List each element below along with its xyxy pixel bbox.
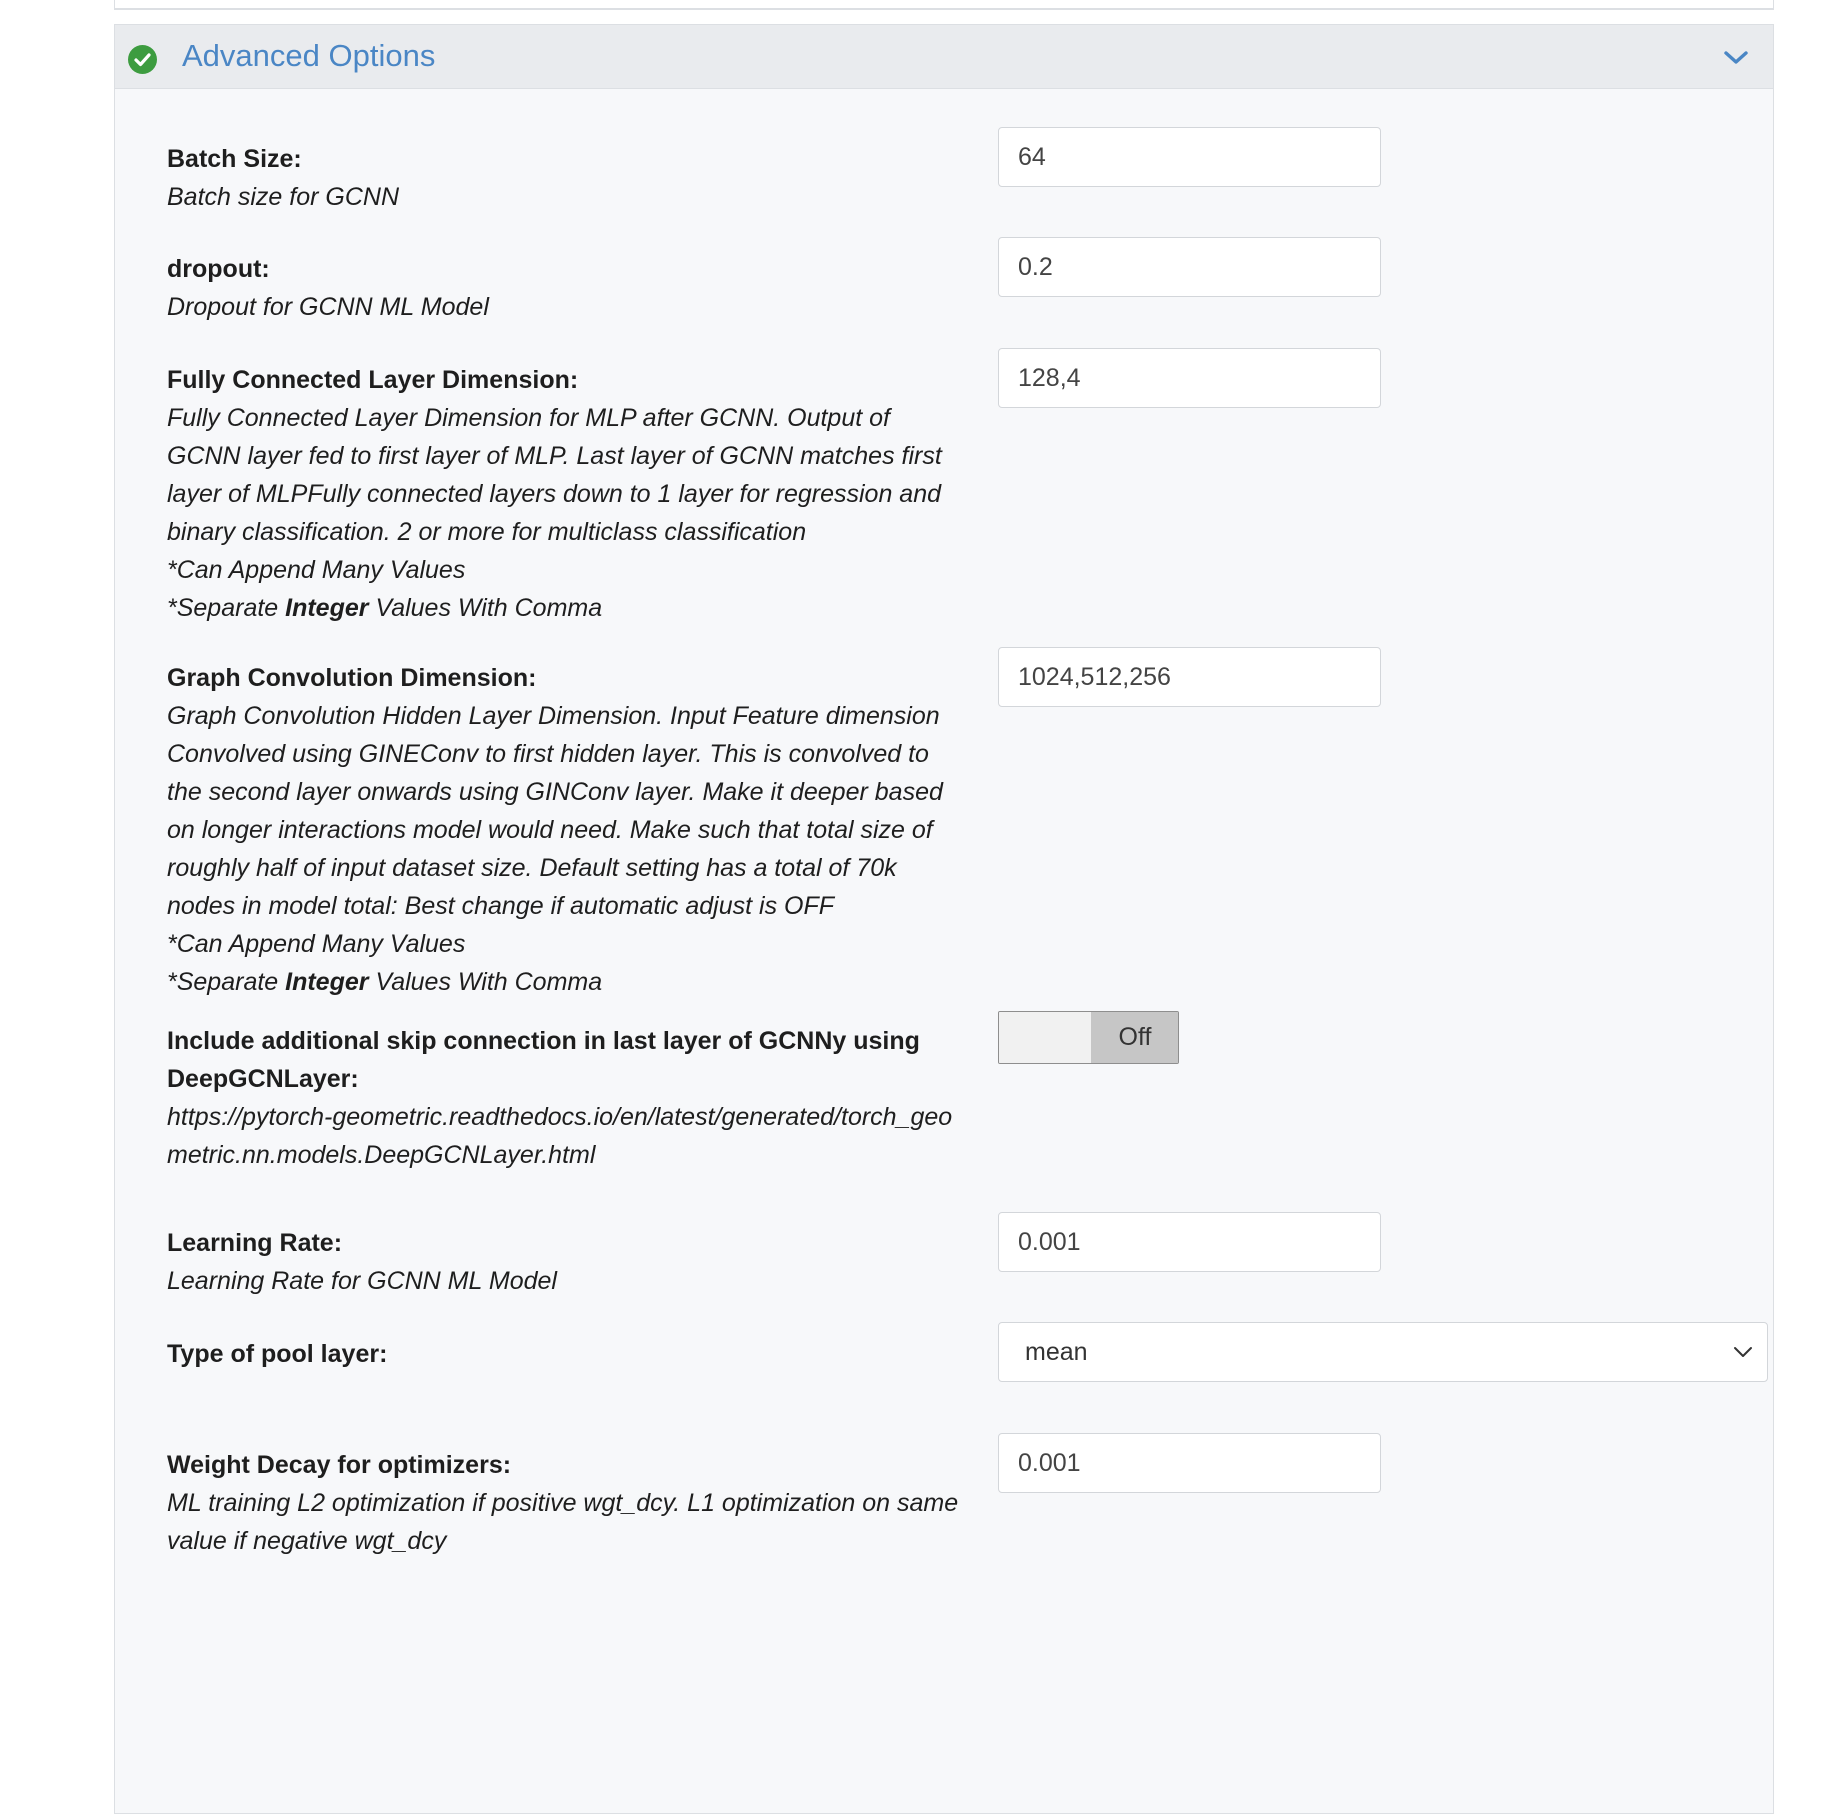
learning-rate-input[interactable] [998, 1212, 1381, 1272]
pool-layer-select[interactable] [998, 1322, 1768, 1382]
skip-connection-toggle[interactable] [998, 1011, 1179, 1064]
fc-layer-row [167, 361, 1707, 627]
learning-rate-description: Learning Rate for GCNN ML Model [167, 1267, 557, 1295]
chevron-down-icon[interactable] [1723, 47, 1749, 72]
graph-conv-label: Graph Convolution Dimension: [167, 664, 537, 692]
fc-note-post: Values With Comma [368, 594, 603, 622]
dropout-input[interactable] [998, 237, 1381, 297]
learning-rate-row [167, 1224, 1707, 1300]
fc-layer-label: Fully Connected Layer Dimension: [167, 366, 579, 394]
toggle-knob[interactable] [999, 1012, 1092, 1063]
gc-note-pre: *Separate [167, 968, 286, 996]
gc-note-post: Values With Comma [368, 968, 603, 996]
fc-note-strong: Integer [285, 594, 369, 622]
batch-size-description: Batch size for GCNN [167, 183, 400, 211]
dropout-label: dropout: [167, 255, 270, 283]
fc-layer-description: Fully Connected Layer Dimension for MLP after GCNN. Output of GCNN layer fed to first layer of MLP. Last layer of GCNN matches first layer of MLPFully connected layers down to 1 layer for regression and binary classification. 2 or more for multiclass classification [167, 404, 942, 546]
skip-connection-row [167, 1022, 1707, 1174]
skip-connection-description: https://pytorch-geometric.readthedocs.io/en/latest/generated/torch_geometric.nn.models.DeepGCNLayer.html [167, 1103, 953, 1169]
graph-conv-note-append: *Can Append Many Values [167, 930, 466, 958]
batch-size-label-block [167, 140, 967, 216]
gc-note-strong: Integer [285, 968, 369, 996]
pool-layer-label: Type of pool layer: [167, 1340, 388, 1368]
fc-layer-input[interactable] [998, 348, 1381, 408]
skip-connection-label: Include additional skip connection in last layer of GCNNy using DeepGCNLayer: [167, 1027, 920, 1093]
weight-decay-description: ML training L2 optimization if positive wgt_dcy. L1 optimization on same value if negative wgt_dcy [167, 1489, 959, 1555]
panel-title[interactable]: Advanced Options [182, 38, 436, 73]
panel-header[interactable] [115, 25, 1773, 89]
check-circle-icon [128, 45, 157, 74]
graph-conv-row [167, 659, 1707, 1001]
dropout-row [167, 250, 1707, 326]
batch-size-label: Batch Size: [167, 145, 302, 173]
fc-layer-note-separate [167, 589, 967, 627]
dropout-description: Dropout for GCNN ML Model [167, 293, 489, 321]
graph-conv-input[interactable] [998, 647, 1381, 707]
advanced-options-panel [114, 24, 1774, 1814]
chevron-down-icon[interactable] [1733, 1345, 1753, 1364]
learning-rate-label: Learning Rate: [167, 1229, 343, 1257]
batch-size-input[interactable] [998, 127, 1381, 187]
weight-decay-input[interactable] [998, 1433, 1381, 1493]
toggle-state-label[interactable]: Off [1091, 1012, 1179, 1063]
previous-panel-edge [114, 0, 1774, 10]
pool-layer-selected[interactable]: mean [1025, 1338, 1088, 1366]
weight-decay-row [167, 1446, 1707, 1560]
fc-note-pre: *Separate [167, 594, 286, 622]
weight-decay-label: Weight Decay for optimizers: [167, 1451, 512, 1479]
fc-layer-note-append: *Can Append Many Values [167, 556, 466, 584]
graph-conv-description: Graph Convolution Hidden Layer Dimension. Input Feature dimension Convolved using GINEConv to first hidden layer. This is convolved to the second layer onwards using GINConv layer. Make it deeper based on longer interactions model would need. Make such that total size of roughly half of input dataset size. Default setting has a total of 70k nodes in model total: Best change if automatic adjust is OFF [167, 702, 943, 920]
graph-conv-note-separate [167, 963, 967, 1001]
batch-size-row [167, 140, 1707, 216]
